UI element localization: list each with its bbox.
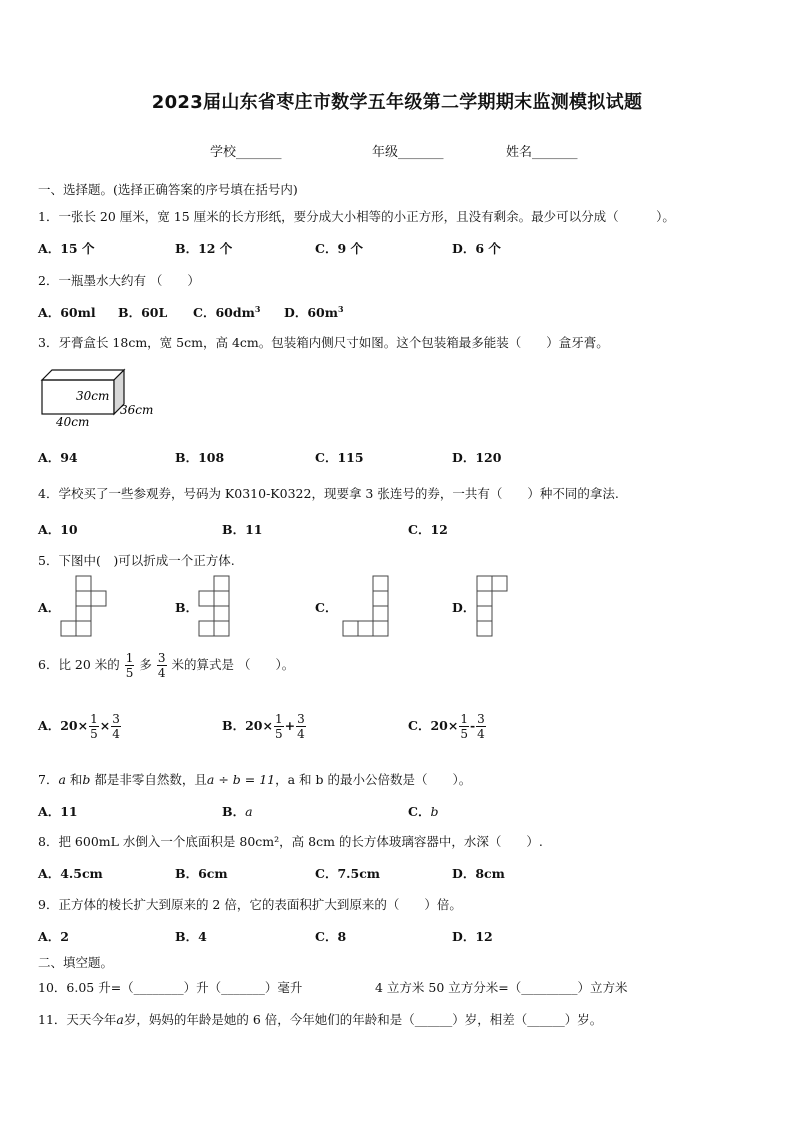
- q8-option-d: D．8cm: [452, 866, 505, 881]
- cube-net-d: [476, 575, 510, 637]
- school-field: 学校_______: [210, 145, 282, 160]
- q6-option-a: A．20× $\frac{1}{5}$ × $\frac{3}{4}$: [38, 712, 120, 741]
- cube-net-b: [198, 575, 232, 637]
- q3-option-a: A．94: [38, 450, 78, 465]
- q8-option-a: A．4.5cm: [38, 866, 103, 881]
- question-8-stem: 8．把 600mL 水倒入一个底面积是 80cm²，高 8cm 的长方体玻璃容器中，水深（ ）.: [38, 834, 543, 849]
- name-field: 姓名_______: [506, 145, 578, 160]
- q9-option-c: C．8: [315, 929, 347, 944]
- q1-option-a: A．15 个: [38, 241, 95, 256]
- q2-option-d: D．$60m^3$: [284, 303, 344, 320]
- question-9-stem: 9．正方体的棱长扩大到原来的 2 倍，它的表面积扩大到原来的（ ）倍。: [38, 897, 462, 912]
- box-height-label: 30cm: [76, 389, 110, 403]
- fraction-one-fifth: $\frac{1}{5}$: [125, 651, 134, 680]
- question-10-part-2: 4 立方米 50 立方分米=（_________）立方米: [375, 980, 628, 995]
- grade-field: 年级_______: [372, 145, 444, 160]
- q5-option-d: D．: [452, 600, 476, 615]
- q7-option-c: C．b: [408, 804, 439, 819]
- cube-net-a: [60, 575, 110, 637]
- q7-option-b: B．a: [222, 804, 253, 819]
- question-11-stem: 11．天天今年a岁，妈妈的年龄是她的 6 倍，今年她们的年龄和是（______）岁，相差（______）岁。: [38, 1012, 603, 1027]
- question-3-stem: 3．牙膏盒长 18cm，宽 5cm，高 4cm。包装箱内侧尺寸如图。这个包装箱最多能装（ ）盒牙膏。: [38, 335, 609, 350]
- cube-net-c: [342, 575, 392, 637]
- q5-option-b: B．: [175, 600, 199, 615]
- q9-option-d: D．12: [452, 929, 493, 944]
- box-length-label: 40cm: [56, 415, 90, 429]
- q3-option-b: B．108: [175, 450, 225, 465]
- question-5-stem: 5．下图中( )可以折成一个正方体.: [38, 553, 235, 568]
- q4-option-b: B．11: [222, 522, 263, 537]
- q9-option-a: A．2: [38, 929, 69, 944]
- section-heading-fill: 二、填空题。: [38, 955, 114, 970]
- fraction-three-fourths: $\frac{3}{4}$: [157, 651, 166, 680]
- q6-option-b: B．20× $\frac{1}{5}$ + $\frac{3}{4}$: [222, 712, 305, 741]
- q5-option-c: C．: [315, 600, 338, 615]
- q4-option-c: C．12: [408, 522, 448, 537]
- box-figure: [36, 368, 166, 430]
- q1-option-b: B．12 个: [175, 241, 233, 256]
- q8-option-b: B．6cm: [175, 866, 228, 881]
- q2-option-b: B．60L: [118, 305, 168, 320]
- q1-option-d: D．6 个: [452, 241, 501, 256]
- q7-option-a: A．11: [38, 804, 78, 819]
- question-6-stem: 6．比 20 米的 $\frac{1}{5}$ 多 $\frac{3}{4}$ 米的算式是 （ ）。: [38, 651, 295, 680]
- q1-option-c: C．9 个: [315, 241, 363, 256]
- question-1-stem: 1．一张长 20 厘米，宽 15 厘米的长方形纸，要分成大小相等的小正方形，且没有剩余。最少可以分成（ ）。: [38, 209, 675, 224]
- q6-option-c: C．20× $\frac{1}{5}$ - $\frac{3}{4}$: [408, 712, 485, 741]
- q2-option-a: A．60ml: [38, 305, 96, 320]
- q3-option-d: D．120: [452, 450, 502, 465]
- q8-option-c: C．7.5cm: [315, 866, 381, 881]
- q9-option-b: B．4: [175, 929, 207, 944]
- question-10-part-1: 10．6.05 升=（________）升（_______）毫升: [38, 980, 303, 995]
- question-2-stem: 2．一瓶墨水大约有 （ ）: [38, 273, 200, 288]
- question-7-stem: 7．a 和b 都是非零自然数，且a ÷ b = 11，a 和 b 的最小公倍数是（ ）。: [38, 772, 472, 787]
- q4-option-a: A．10: [38, 522, 78, 537]
- section-heading-choice: 一、选择题。(选择正确答案的序号填在括号内): [38, 182, 298, 197]
- q2-option-c: C．$60dm^3$: [193, 303, 261, 320]
- q5-option-a: A．: [38, 600, 61, 615]
- page-title: 2023届山东省枣庄市数学五年级第二学期期末监测模拟试题: [151, 92, 643, 113]
- question-4-stem: 4．学校买了一些参观券，号码为 K0310-K0322，现要拿 3 张连号的券，一共有（ ）种不同的拿法.: [38, 486, 619, 501]
- box-depth-label: 36cm: [120, 403, 154, 417]
- q3-option-c: C．115: [315, 450, 364, 465]
